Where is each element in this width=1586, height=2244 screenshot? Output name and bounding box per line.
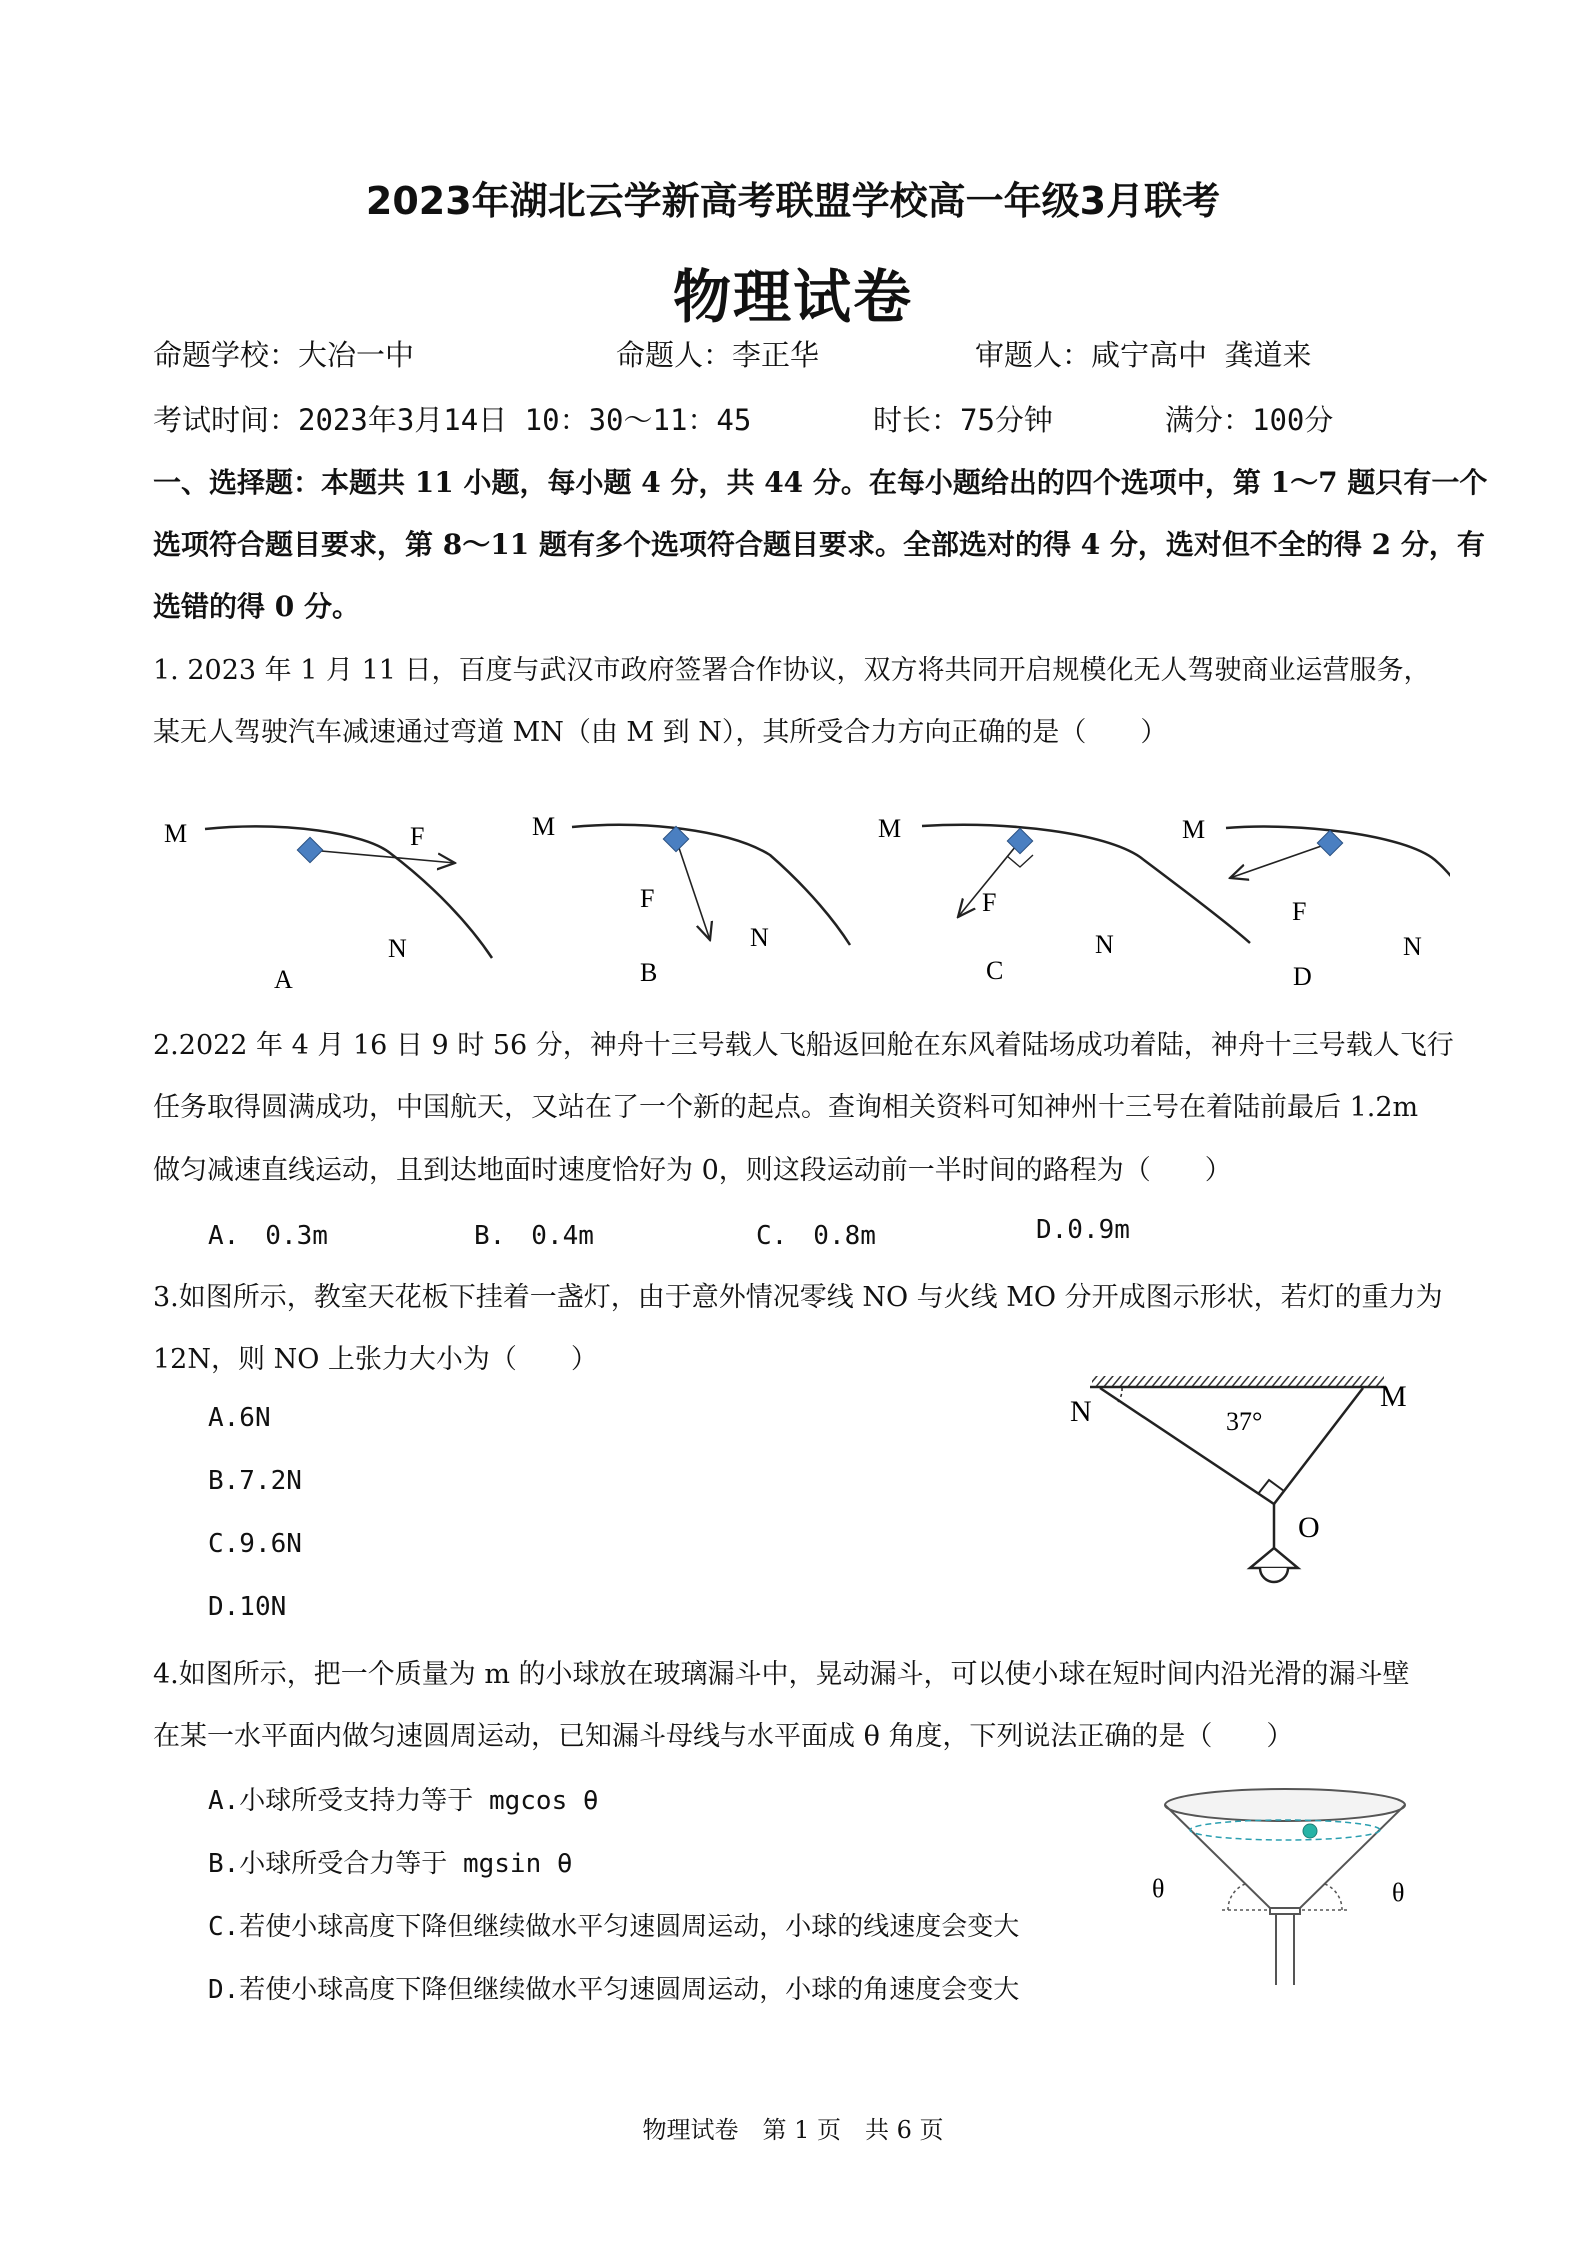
q1-d-label-m: M [1182,815,1206,844]
q4-line1: 4.如图所示，把一个质量为 m 的小球放在玻璃漏斗中，晃动漏斗，可以使小球在短时间内沿光滑的漏斗壁 [153,1659,1410,1690]
q4-line2: 在某一水平面内做匀速圆周运动，已知漏斗母线与水平面成 θ 角度，下列说法正确的是（ ） [153,1721,1294,1752]
q1-d-option-label: D [1293,962,1312,991]
q3-option-d: D.10N [208,1592,287,1622]
q1-c-label-f: F [982,888,997,917]
q1-a-label-f: F [410,822,425,851]
info-author: 命题人：李正华 [616,338,820,372]
q3-label-n: N [1070,1395,1092,1428]
q4-funnel-figure [1150,1785,1420,1990]
q2-line2: 任务取得圆满成功，中国航天，又站在了一个新的起点。查询相关资料可知神州十三号在着陆前最后 1.2m [153,1092,1419,1123]
q1-c-option-label: C [986,956,1004,985]
q3-line2: 12N，则 NO 上张力大小为（ ） [153,1344,598,1375]
q1-figure-a [164,819,492,994]
q2-option-c: C. 0.8m [756,1221,876,1251]
q1-line2: 某无人驾驶汽车减速通过弯道 MN（由 M 到 N），其所受合力方向正确的是（ ） [153,717,1168,748]
info-exam-time: 考试时间：2023年3月14日 10：30～11：45 [153,403,752,437]
q4-option-a: A.小球所受支持力等于 mgcos θ [208,1786,599,1816]
page-footer: 物理试卷 第 1 页 共 6 页 [642,2116,944,2144]
info-reviewer: 审题人：咸宁高中 龚道来 [975,338,1312,372]
q1-figure [150,795,1450,1005]
q4-label-theta-left: θ [1152,1874,1165,1903]
q2-option-d: D.0.9m [1036,1215,1130,1245]
section1-line2: 选项符合题目要求，第 8～11 题有多个选项符合题目要求。全部选对的得 4 分，选对但不全的得 2 分，有 [153,528,1485,561]
q3-label-angle: 37° [1226,1407,1263,1436]
q1-line1: 1. 2023 年 1 月 11 日，百度与武汉市政府签署合作协议，双方将共同开启规模化无人驾驶商业运营服务， [153,655,1431,686]
q2-line3: 做匀减速直线运动，且到达地面时速度恰好为 0，则这段运动前一半时间的路程为（ ） [153,1155,1232,1186]
q4-option-b: B.小球所受合力等于 mgsin θ [208,1849,573,1879]
q1-c-label-n: N [1095,930,1114,959]
q1-a-label-n: N [388,934,407,963]
q1-figure-b [532,812,850,987]
q2-option-a: A. 0.3m [208,1221,328,1251]
info-school: 命题学校：大冶一中 [153,338,415,372]
q4-option-d: D.若使小球高度下降但继续做水平匀速圆周运动，小球的角速度会变大 [208,1975,1020,2005]
q4-label-theta-right: θ [1392,1878,1405,1907]
q1-d-label-n: N [1403,932,1422,961]
q1-a-option-label: A [274,965,293,994]
section1-line3: 选错的得 0 分。 [153,590,360,623]
q4-option-c: C.若使小球高度下降但继续做水平匀速圆周运动，小球的线速度会变大 [208,1912,1020,1942]
info-duration: 时长：75分钟 [873,403,1053,437]
q3-figure [1060,1370,1420,1610]
exam-title: 2023年湖北云学新高考联盟学校高一年级3月联考 [365,179,1221,223]
q1-c-label-m: M [878,814,902,843]
q2-option-b: B. 0.4m [474,1221,594,1251]
q1-b-option-label: B [640,958,658,987]
q1-a-label-m: M [164,819,188,848]
q1-b-label-n: N [750,923,769,952]
q3-option-b: B.7.2N [208,1466,302,1496]
q2-line1: 2.2022 年 4 月 16 日 9 时 56 分，神舟十三号载人飞船返回舱在东风着陆场成功着陆，神舟十三号载人飞行 [153,1030,1454,1061]
q1-figure-d [1182,815,1450,991]
q1-d-label-f: F [1292,897,1307,926]
q3-line1: 3.如图所示，教室天花板下挂着一盏灯，由于意外情况零线 NO 与火线 MO 分开成图示形状，若灯的重力为 [153,1282,1443,1313]
q1-b-label-m: M [532,812,556,841]
q3-label-m: M [1380,1380,1407,1413]
subject-title: 物理试卷 [672,263,913,331]
q3-label-o: O [1298,1511,1320,1544]
info-full-score: 满分：100分 [1165,403,1334,437]
q3-option-c: C.9.6N [208,1529,302,1559]
section1-line1: 一、选择题：本题共 11 小题，每小题 4 分，共 44 分。在每小题给出的四个选项中，第 1～7 题只有一个 [153,466,1488,499]
q1-b-label-f: F [640,884,655,913]
q3-option-a: A.6N [208,1403,271,1433]
